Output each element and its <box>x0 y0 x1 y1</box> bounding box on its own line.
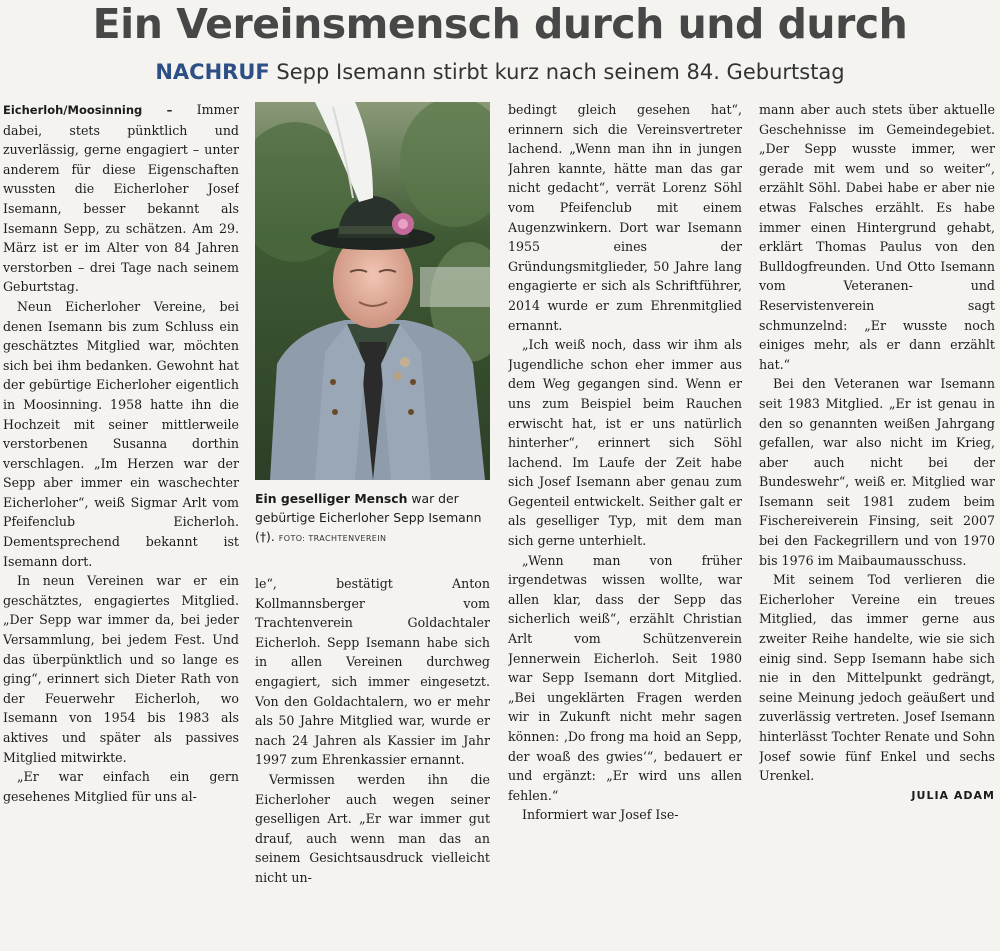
headline: Ein Vereinsmensch durch und durch <box>92 0 908 48</box>
paragraph: „Ich weiß noch, dass wir ihm als Jugendliche schon eher immer aus dem Weg gegangen sind. Wenn er uns zum Beispiel beim Rauchen erwischt hat, ist er uns natürlich hinterher“, erinnert sich Söhl lachend. Im Laufe der Zeit habe sich Josef Isemann aber genau zum Gegenteil entwickelt. Seither galt er als geselliger Typ, mit dem man sich gerne unterhielt. <box>508 337 742 549</box>
photo-caption <box>255 489 490 548</box>
caption-text: war der gebürtige Eicherloher Sepp Isemann (†). <box>255 491 482 544</box>
column-2 <box>255 574 490 948</box>
paragraph: „Er war einfach ein gern gesehenes Mitglied für uns al- <box>3 769 239 804</box>
paragraph: bedingt gleich gesehen hat“, erinnern sich die Vereinsvertreter lachend. „Wenn man ihn in jungen Jahren kannte, hätte man das gar nicht gedacht“, verrät Lorenz Söhl vom Pfeifenclub mit einem Augenzwinkern. Dort war Isemann 1955 eines der Gründungsmitglieder, 50 Jahre lang engagierte er sich als Schriftführer, 2014 wurde er zum Ehrenmitglied ernannt. <box>508 102 742 333</box>
column-1 <box>3 100 239 948</box>
kicker: NACHRUF <box>155 60 270 84</box>
paragraph: Bei den Veteranen war Isemann seit 1983 Mitglied. „Er ist genau in den so genannten weißen Jahrgang gefallen, war also nicht im Krieg, aber auch nicht bei der Bundeswehr“, weiß er. Mitglied war Isemann seit 1981 zudem beim Fischereiverein Finsing, seit 2007 bei den Fackegrillern und von 1970 bis 1976 im Maibaumausschuss. <box>759 376 995 568</box>
column-3 <box>508 100 742 948</box>
author-byline: JULIA ADAM <box>911 788 995 802</box>
paragraph: Vermissen werden ihn die Eicherloher auch wegen seiner geselligen Art. „Er war immer gut drauf, auch wenn man das an seinem Gesichtsausdruck vielleicht nicht un- <box>255 771 490 885</box>
photo-credit: FOTO: TRACHTENVEREIN <box>278 534 387 543</box>
paragraph: Neun Eicherloher Vereine, bei denen Isemann bis zum Schluss ein geschätztes Mitglied war, möchten sich bei ihm bedanken. Gewohnt hat der gebürtige Eicherloher eigentlich in Moosinning. 1958 hatte ihn die Hochzeit mit seiner mittlerweile verstorbenen Susanna dorthin verschlagen. „Im Herzen war der Sepp aber immer ein waschechter Eicherloher“, weiß Sigmar Arlt vom Pfeifenclub Eicherloh. Dementsprechend bekannt ist Isemann dort. <box>3 298 239 569</box>
caption-lead: Ein geselliger Mensch <box>255 491 408 506</box>
subheadline-text: Sepp Isemann stirbt kurz nach seinem 84. Geburtstag <box>276 60 845 84</box>
paragraph <box>3 100 239 297</box>
dateline: Eicherloh/Moosinning – <box>3 103 173 117</box>
paragraph: In neun Vereinen war er ein geschätztes, engagiertes Mitglied. „Der Sepp war immer da, bei jeder Versammlung, bei jedem Fest. Und das überpünktlich und so lange es ging“, erinnert sich Dieter Rath von der Feuerwehr Eicherloh, wo Isemann von 1954 bis 1983 als aktives und später als passives Mitglied mitwirkte. <box>3 573 239 765</box>
column-4 <box>759 100 995 948</box>
photo-illustration <box>255 102 490 480</box>
paragraph: „Wenn man von früher irgendetwas wissen wollte, war allen klar, dass der Sepp das sicherlich weiß“, erzählt Christian Arlt vom Schützenverein Jennerwein Eicherloh. Seit 1980 war Sepp Isemann dort Mitglied. „Bei ungeklärten Fragen werden wir in Zukunft nicht mehr sagen können: ‚Do frong ma hoid an Sepp, der woaß des gwies‘“, bedauert er und ergänzt: „Er wird uns allen fehlen.“ <box>508 552 742 803</box>
paragraph: mann aber auch stets über aktuelle Geschehnisse im Gemeindegebiet. „Der Sepp wusste immer, wer gerade mit wem und so weiter“, erzählt Söhl. Dabei habe er aber nie etwas Falsches erzählt. Es habe immer einen Hintergrund gehabt, erklärt Thomas Paulus von den Bulldogfreunden. Und Otto Isemann vom Veteranen- und Reservistenverein sagt schmunzelnd: „Er wusste noch einiges mehr, als er dann erzählt hat.“ <box>759 102 995 372</box>
paragraph: Informiert war Josef Ise- <box>522 807 679 823</box>
paragraph: le“, bestätigt Anton Kollmannsberger vom Trachtenverein Goldachtaler Eicherloh. Sepp Isemann habe sich in allen Vereinen durchweg engagiert, sich immer eingesetzt. Von den Goldachtalern, wo er mehr als 50 Jahre Mitglied war, wurde er nach 24 Jahren als Kassier im Jahr 1997 zum Ehrenkassier ernannt. <box>255 576 490 768</box>
portrait-photo <box>255 102 490 480</box>
paragraph-text: Immer dabei, stets pünktlich und zuverlässig, gerne engagiert – unter anderem für diese Eigenschaften wussten die Eicherloher Josef Isemann, besser bekannt als Isemann Sepp, zu schätzen. Am 29. März ist er im Alter von 84 Jahren verstorben – drei Tage nach seinem Geburtstag. <box>3 102 239 295</box>
paragraph: Mit seinem Tod verlieren die Eicherloher Vereine ein treues Mitglied, das immer gerne aus zweiter Reihe handelte, wie sie sich einig sind. Sepp Isemann habe sich nie in den Mittelpunkt gedrängt, seine Meinung jedoch geäußert und zuverlässig vertreten. Josef Isemann hinterlässt Tochter Renate und Sohn Josef sowie fünf Enkel und sechs Urenkel. <box>759 572 995 784</box>
subheadline <box>0 55 1000 89</box>
